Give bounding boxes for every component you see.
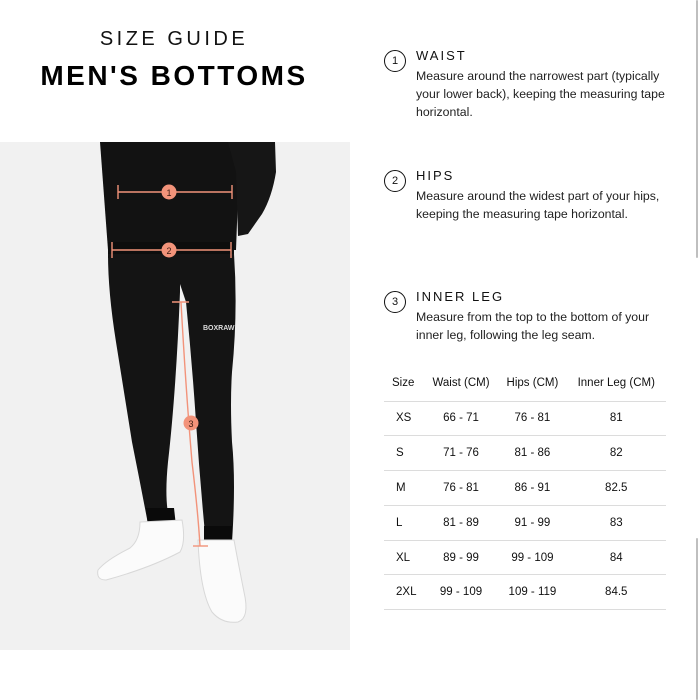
inner-leg-cell: 83 bbox=[567, 505, 667, 540]
waist-cell: 81 - 89 bbox=[424, 505, 499, 540]
table-header-row bbox=[384, 366, 666, 401]
waist-cell: 66 - 71 bbox=[424, 401, 499, 436]
size-cell: XL bbox=[384, 540, 424, 575]
column-header-hips: Hips (CM) bbox=[506, 377, 559, 390]
table-row bbox=[384, 471, 666, 506]
scrollbar-thumb-lower[interactable] bbox=[696, 538, 698, 700]
waist-cell: 76 - 81 bbox=[424, 471, 499, 506]
table-row bbox=[384, 505, 666, 540]
step-waist bbox=[384, 50, 684, 120]
hips-cell: 76 - 81 bbox=[498, 401, 566, 436]
hips-cell: 81 - 86 bbox=[498, 436, 566, 471]
svg-text:3: 3 bbox=[188, 419, 194, 429]
inner-leg-cell: 82.5 bbox=[567, 471, 667, 506]
step-number-3: 3 bbox=[384, 291, 406, 313]
step-description-hips: Measure around the widest part of your hips, keeping the measuring tape horizontal. bbox=[416, 189, 660, 221]
step-description-inner-leg: Measure from the top to the bottom of your inner leg, following the leg seam. bbox=[416, 310, 650, 342]
inner-leg-cell: 81 bbox=[567, 401, 667, 436]
size-table bbox=[384, 366, 666, 610]
hips-cell: 99 - 109 bbox=[498, 540, 566, 575]
hips-cell: 86 - 91 bbox=[498, 471, 566, 506]
page-title: MEN'S BOTTOMS bbox=[40, 60, 308, 91]
waist-cell: 89 - 99 bbox=[424, 540, 499, 575]
size-cell: S bbox=[384, 436, 424, 471]
step-inner-leg bbox=[384, 291, 684, 351]
step-title-waist: WAIST bbox=[416, 48, 467, 63]
size-cell: M bbox=[384, 471, 424, 506]
column-header-waist: Waist (CM) bbox=[432, 377, 490, 390]
table-row bbox=[384, 575, 666, 610]
column-header-inner-leg: Inner Leg (CM) bbox=[577, 377, 655, 390]
scrollbar-thumb[interactable] bbox=[696, 0, 698, 258]
step-number-2: 2 bbox=[384, 170, 406, 192]
size-cell: 2XL bbox=[384, 575, 424, 610]
model-photo bbox=[0, 142, 350, 650]
waist-cell: 71 - 76 bbox=[424, 436, 499, 471]
boxraw-logo: BOXRAW bbox=[203, 325, 235, 332]
svg-text:2: 2 bbox=[166, 246, 172, 256]
table-row bbox=[384, 401, 666, 436]
step-number-1: 1 bbox=[384, 50, 406, 72]
inner-leg-cell: 82 bbox=[567, 436, 667, 471]
hips-cell: 91 - 99 bbox=[498, 505, 566, 540]
hips-cell: 109 - 119 bbox=[498, 575, 566, 610]
step-title-hips: HIPS bbox=[416, 168, 455, 183]
waist-cell: 99 - 109 bbox=[424, 575, 499, 610]
step-title-inner-leg: INNER LEG bbox=[416, 289, 505, 304]
step-hips bbox=[384, 170, 684, 240]
inner-leg-cell: 84.5 bbox=[567, 575, 667, 610]
size-cell: L bbox=[384, 505, 424, 540]
table-row bbox=[384, 436, 666, 471]
inner-leg-cell: 84 bbox=[567, 540, 667, 575]
table-row bbox=[384, 540, 666, 575]
column-header-size: Size bbox=[392, 377, 415, 390]
size-guide-subtitle: SIZE GUIDE bbox=[99, 28, 249, 50]
step-description-waist: Measure around the narrowest part (typically your lower back), keeping the measuring tape horizontal. bbox=[416, 69, 665, 119]
size-cell: XS bbox=[384, 401, 424, 436]
svg-text:1: 1 bbox=[166, 188, 172, 198]
